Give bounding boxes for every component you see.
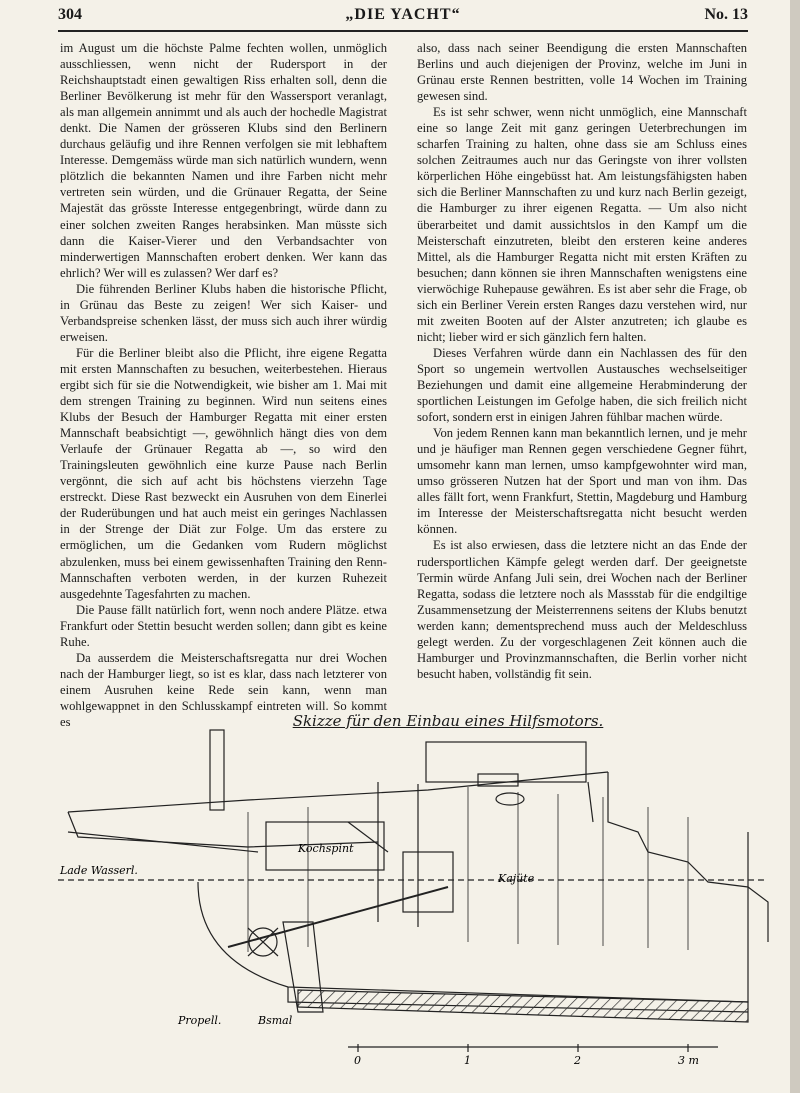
scale-label-2: 2: [574, 1054, 581, 1067]
right-paragraph-1: also, dass nach seiner Beendigung die ersten Mannschaften Berlins und auch diejenigen der Provinz, welche im Juni in Grünau erste Rennen bestritten, volle 14 Wochen im Training gewesen sind.: [417, 41, 747, 104]
left-paragraph-3: Für die Berliner bleibt also die Pflicht, ihre eigene Regatta mit ersten Mannschaften zu besuchen, weiterbestehen. Hieraus ergibt sich für sie die Notwendigkeit, wie bisher am 1. Mai mit dem strengen Training zu beginnen. Wird nun seitens eines Klubs der Besuch der Hamburger Regatta mit einer ersten Mannschaft beabsichtigt —, gewöhnlich hängt dies von dem Verlaufe der Grünauer Regatta ab —, so wird den Trainingsleuten gewöhnlich eine kurze Pause nach Berlin vergönnt, die sich auf acht bis höchstens vierzehn Tage erstreckt. Diese Rast bezweckt ein Ausruhen von dem Einerlei der Ruderübungen und hat auch meist ein geringes Nachlassen in der Strenge der Diät zur Folge. Um das erstere zu ermöglichen, um die Gedanken vom Rudern möglichst abzulenken, muss bei einem gewissenhaften Training den Renn-Mannschaften verboten werden, in der kurzen Ruhezeit ausgedehnte Tagesfahrten zu machen.: [60, 345, 387, 601]
right-paragraph-3: Dieses Verfahren würde dann ein Nachlassen des für den Sport so ungemein wertvollen Austausches wechselseitiger Beziehungen und damit eine allgemeine Herabminderung der sportlichen Leistungen im Gefolge haben, die sich freilich nicht sofort, sondern erst in einigen Jahren fühlbar machen würde.: [417, 345, 747, 425]
header-rule: [58, 30, 748, 32]
left-paragraph-5: Da ausserdem die Meisterschaftsregatta nur drei Wochen nach der Hamburger liegt, so ist es klar, dass nach letzterer von einem Ausruhen keine Rede sein kann, wenn man wohlgewappnet in den Schlusskampf eintreten will. So kommt es: [60, 650, 387, 729]
boat-drawing: [48, 712, 768, 1082]
page-edge-shadow: [790, 0, 800, 1093]
scale-label-3: 3 m: [678, 1054, 699, 1067]
page-header: [58, 6, 748, 28]
left-paragraph-4: Die Pause fällt natürlich fort, wenn noch andere Plätze. etwa Frankfurt oder Stettin besucht werden sollen; dann gibt es keine Ruhe.: [60, 602, 387, 649]
figure-caption: Skizze für den Einbau eines Hilfsmotors.: [292, 712, 604, 730]
boat-motor-sketch: [48, 712, 768, 1082]
page-number: 304: [58, 6, 82, 23]
right-paragraph-5: Es ist also erwiesen, dass die letztere nicht an das Ende der rudersportlichen Kämpfe gelegt werden darf. Der geeignetste Termin würde Anfang Juli sein, drei Wochen nach der Berliner Regatta, sodass die letztere noch als Massstab für die endgiltige Zusammensetzung der Meisterrennens seitens der Klubs benutzt werden kann; dementsprechend muss auch der Meldeschluss gelegt werden. Zu der vorgeschlagenen Zeit können auch die Hamburger und Provinzmannschaften, die Berlin vorher nicht besucht haben, vollständig fit sein.: [417, 538, 747, 681]
left-column: [60, 40, 387, 729]
scale-label-1: 1: [464, 1054, 471, 1067]
left-paragraph-1: im August um die höchste Palme fechten wollen, unmöglich ausschliessen, wenn nicht der Rudersport in der Reichshauptstadt einen gewaltigen Riss erhalten soll, denn die Berliner Bevölkerung ist mehr für den Wassersport veranlagt, als man allgemein annimmt und als auch der hochedle Magistrat denkt. Die Namen der grösseren Klubs sind den Berlinern durchaus geläufig und ihre Rennen verfolgen sie mit lebhaftem Interesse. Demgemäss würde man sich natürlich wundern, wenn plötzlich die bekannten Namen und ihre Farben nicht mehr vertreten sein würden, und die Grünauer Regatta, der Seine Majestät das grösste Interesse entgegenbringt, würde dann zu einer solchen zweiten Ranges herabsinken. Man müsste sich dann die Kaiser-Vierer und den Verbandsachter von minderwertigen Mannschaften erobert denken. Wer kann das ehrlich? Wer will es zulassen? Wer darf es?: [60, 41, 387, 280]
journal-title: „DIE YACHT“: [345, 6, 461, 23]
hull-outline: [198, 832, 748, 1002]
sheer-line: [68, 772, 608, 812]
label-kajuete: Kajüte: [498, 872, 535, 885]
scale-label-0: 0: [354, 1054, 361, 1067]
issue-number: No. 13: [704, 6, 748, 23]
right-paragraph-4: Von jedem Rennen kann man bekanntlich lernen, und je mehr und je häufiger man Rennen gegen verschiedene Gegner führt, umsomehr kann man lernen, umso kampfgewohnter wird man, umso grösseren Nutzen hat der Sport und man von ihm. Das alles fällt fort, wenn Frankfurt, Stettin, Magdeburg und Hamburg im Interesse der Meisterschaftsregatta nicht besucht werden können.: [417, 426, 747, 537]
label-kochspint: Kochspint: [298, 842, 354, 855]
left-paragraph-2: Die führenden Berliner Klubs haben die historische Pflicht, in Grünau das Beste zu zeigen! Wer sich Kaiser- und Verbandspreise schenken lässt, der muss sich auch ihrer würdig erweisen.: [60, 281, 387, 344]
right-column: [417, 40, 747, 700]
label-waterline: Lade Wasserl.: [60, 864, 138, 877]
label-shaftline: Bsmal: [258, 1014, 293, 1027]
label-propeller: Propell.: [178, 1014, 222, 1027]
propeller-shaft: [228, 887, 448, 947]
exhaust-stack: [210, 730, 224, 810]
engine-block: [403, 852, 453, 912]
right-paragraph-2: Es ist sehr schwer, wenn nicht unmöglich, eine Mannschaft eine so lange Zeit mit ganz geringen Ueterbrechungen im scharfen Training zu halten, ohne dass sie am Schluss eines solchen Zeitraumes auch nur das Geringste von ihrer vollsten körperlichen Höhe eingebüsst hat. Am leistungsfähigsten haben sich die Berliner Mannschaften zu und kurz nach Berlin gezeigt, die Hamburger zu ihrer eigenen Regatta. — Um also nicht überarbeitet und damit aussichtslos in den Kampf um die Meisterschaft einzutreten, bleibt den ersteren keine anderes Mittel, als die Hamburger Regatta nicht mit ersten Kräften zu besuchen; dann können sie ihren Mannschaften wenigstens eine vierwöchige Ruhepause gewähren. Es ist aber sehr die Frage, ob sich ein Berliner Verein ersten Ranges dazu verstehen wird, nur mit zweiten Booten auf der Alster anzutreten; ich glaube es nicht; lieber wird er sich gänzlich fern halten.: [417, 105, 747, 344]
